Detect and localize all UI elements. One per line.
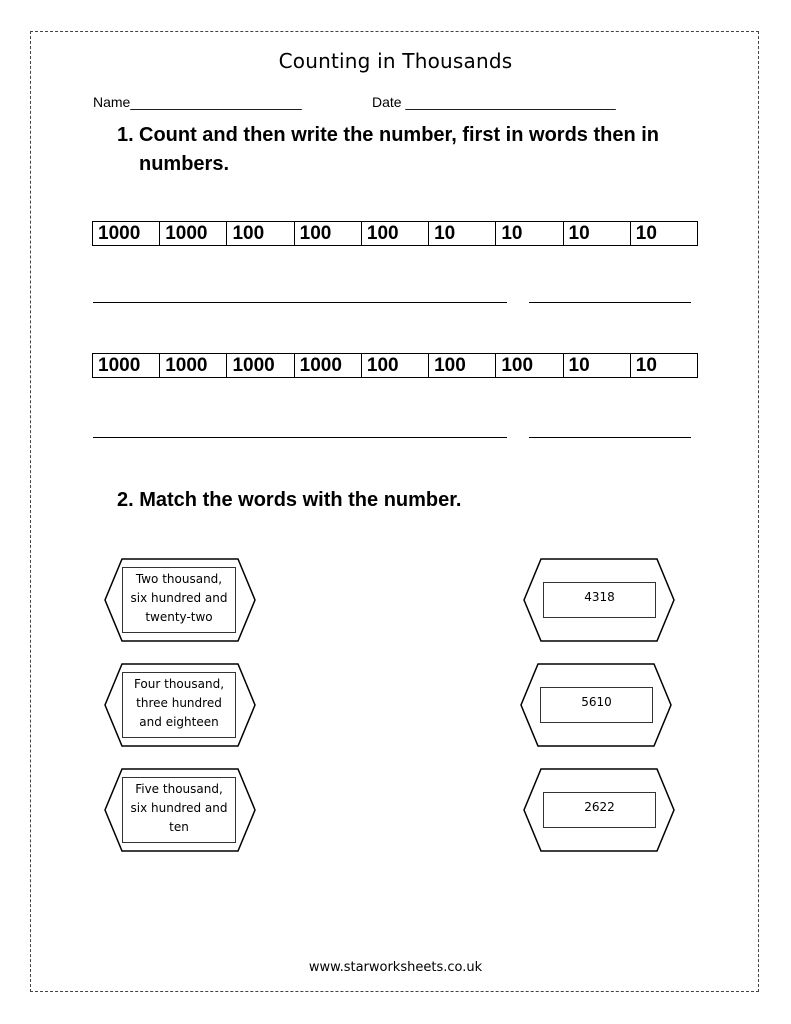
word-card-text xyxy=(122,567,236,633)
tile-row-2 xyxy=(92,353,698,378)
number-card-value: 4318 xyxy=(543,582,656,618)
question-1-number: 1. xyxy=(117,124,134,146)
word-card-2[interactable] xyxy=(104,663,256,747)
word-card-line: twenty-two xyxy=(145,610,213,624)
number-card-1[interactable] xyxy=(523,558,675,642)
word-card-line: six hundred and xyxy=(130,801,228,815)
worksheet-title: Counting in Thousands xyxy=(278,49,513,73)
word-card-1[interactable] xyxy=(104,558,256,642)
tile: 10 xyxy=(630,222,697,245)
word-card-text xyxy=(122,672,236,738)
number-card-value: 2622 xyxy=(543,792,656,828)
answer-number-line-1[interactable] xyxy=(529,302,691,303)
question-1-text-line1: Count and then write the number, first in words then in xyxy=(139,124,660,146)
word-card-line: Four thousand, xyxy=(133,677,225,691)
number-card-3[interactable] xyxy=(523,768,675,852)
word-card-line: six hundred and xyxy=(130,591,228,605)
word-card-line: three hundred xyxy=(136,696,222,710)
question-1 xyxy=(117,121,717,179)
number-card-value: 5610 xyxy=(540,687,653,723)
tile: 100 xyxy=(361,222,428,245)
tile: 100 xyxy=(294,222,361,245)
word-card-line: and eighteen xyxy=(139,715,219,729)
answer-words-line-1[interactable] xyxy=(93,302,507,303)
name-field[interactable]: Name______________________ xyxy=(93,94,302,110)
tile: 100 xyxy=(361,354,428,377)
word-card-line: ten xyxy=(169,820,189,834)
question-1-text-line2: numbers. xyxy=(139,153,230,175)
tile: 10 xyxy=(630,354,697,377)
question-2: 2. Match the words with the number. xyxy=(117,489,462,511)
answer-number-line-2[interactable] xyxy=(529,437,691,438)
date-field[interactable]: Date ___________________________ xyxy=(372,94,616,110)
word-card-text xyxy=(122,777,236,843)
tile: 10 xyxy=(495,222,562,245)
tile: 1000 xyxy=(98,223,141,244)
tile: 10 xyxy=(428,222,495,245)
tile-row-1 xyxy=(92,221,698,246)
tile: 1000 xyxy=(98,355,141,376)
tile: 1000 xyxy=(159,354,226,377)
tile: 1000 xyxy=(294,354,361,377)
number-card-2[interactable] xyxy=(520,663,672,747)
word-card-line: Five thousand, xyxy=(135,782,223,796)
word-card-line: Two thousand, xyxy=(135,572,223,586)
tile: 100 xyxy=(428,354,495,377)
tile: 100 xyxy=(495,354,562,377)
tile: 100 xyxy=(226,222,293,245)
tile: 1000 xyxy=(159,222,226,245)
footer-website: www.starworksheets.co.uk xyxy=(308,960,483,975)
tile: 10 xyxy=(563,222,630,245)
tile: 1000 xyxy=(226,354,293,377)
tile: 10 xyxy=(563,354,630,377)
answer-words-line-2[interactable] xyxy=(93,437,507,438)
word-card-3[interactable] xyxy=(104,768,256,852)
